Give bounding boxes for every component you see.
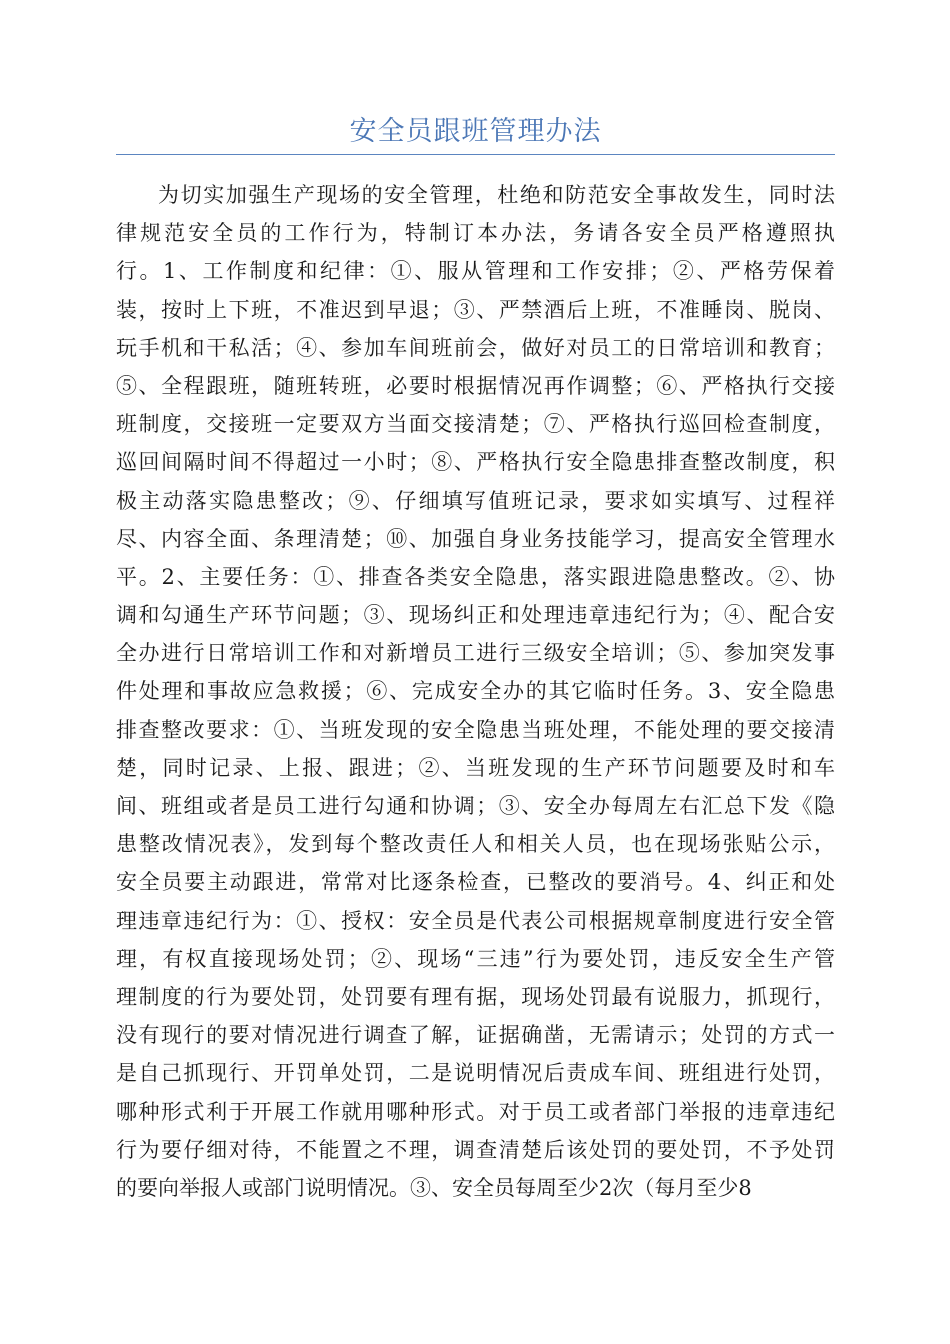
document-title: 安全员跟班管理办法 bbox=[349, 116, 602, 147]
body-line: 件处理和事故应急救援；⑥、完成安全办的其它临时任务。3、安全隐患 bbox=[116, 679, 835, 704]
body-line: 行为要仔细对待，不能置之不理，调查清楚后该处罚的要处罚，不予处罚 bbox=[116, 1137, 835, 1162]
body-line: ⑤、全程跟班，随班转班，必要时根据情况再作调整；⑥、严格执行交接 bbox=[116, 373, 835, 398]
body-line: 行。1、工作制度和纪律：①、服从管理和工作安排；②、严格劳保着 bbox=[116, 259, 835, 284]
body-line: 律规范安全员的工作行为，特制订本办法，务请各安全员严格遵照执 bbox=[116, 221, 835, 246]
body-line: 是自己抓现行、开罚单处罚，二是说明情况后责成车间、班组进行处罚， bbox=[116, 1061, 835, 1086]
body-line: 理制度的行为要处罚，处罚要有理有据，现场处罚最有说服力，抓现行， bbox=[116, 984, 835, 1009]
body-line: 班制度，交接班一定要双方当面交接清楚；⑦、严格执行巡回检查制度， bbox=[116, 412, 835, 437]
body-line: 为切实加强生产现场的安全管理，杜绝和防范安全事故发生，同时法 bbox=[158, 183, 835, 207]
body-line: 巡回间隔时间不得超过一小时；⑧、严格执行安全隐患排查整改制度，积 bbox=[116, 450, 835, 475]
body-line: 楚，同时记录、上报、跟进；②、当班发现的生产环节问题要及时和车 bbox=[116, 755, 835, 780]
body-line: 尽、内容全面、条理清楚；⑩、加强自身业务技能学习，提高安全管理水 bbox=[116, 526, 835, 551]
body-line: 装，按时上下班，不准迟到早退；③、严禁酒后上班，不准睡岗、脱岗、 bbox=[116, 297, 835, 322]
title-underline bbox=[116, 154, 835, 155]
body-line: 极主动落实隐患整改；⑨、仔细填写值班记录，要求如实填写、过程祥 bbox=[116, 488, 835, 513]
body-line: 理违章违纪行为：①、授权：安全员是代表公司根据规章制度进行安全管 bbox=[116, 908, 835, 933]
body-line: 没有现行的要对情况进行调查了解，证据确凿，无需请示；处罚的方式一 bbox=[116, 1023, 835, 1048]
body-line: 间、班组或者是员工进行勾通和协调；③、安全办每周左右汇总下发《隐 bbox=[116, 794, 835, 818]
body-line: 理，有权直接现场处罚；②、现场“三违”行为要处罚，违反安全生产管 bbox=[116, 946, 835, 971]
body-line: 玩手机和干私活；④、参加车间班前会，做好对员工的日常培训和教育； bbox=[116, 335, 835, 360]
body-line: 安全员要主动跟进，常常对比逐条检查，已整改的要消号。4、纠正和处 bbox=[116, 870, 835, 895]
body-line: 患整改情况表》，发到每个整改责任人和相关人员，也在现场张贴公示， bbox=[116, 832, 835, 857]
document-body bbox=[116, 176, 835, 1207]
body-line: 调和勾通生产环节问题；③、现场纠正和处理违章违纪行为；④、配合安 bbox=[116, 603, 835, 628]
body-line: 哪种形式利于开展工作就用哪种形式。对于员工或者部门举报的违章违纪 bbox=[116, 1099, 835, 1124]
body-line: 的要向举报人或部门说明情况。③、安全员每周至少2次（每月至少8 bbox=[116, 1175, 752, 1200]
body-line: 全办进行日常培训工作和对新增员工进行三级安全培训；⑤、参加突发事 bbox=[116, 641, 835, 666]
body-line: 排查整改要求：①、当班发现的安全隐患当班处理，不能处理的要交接清 bbox=[116, 717, 835, 742]
body-line: 平。2、主要任务：①、排查各类安全隐患，落实跟进隐患整改。②、协 bbox=[116, 564, 835, 589]
